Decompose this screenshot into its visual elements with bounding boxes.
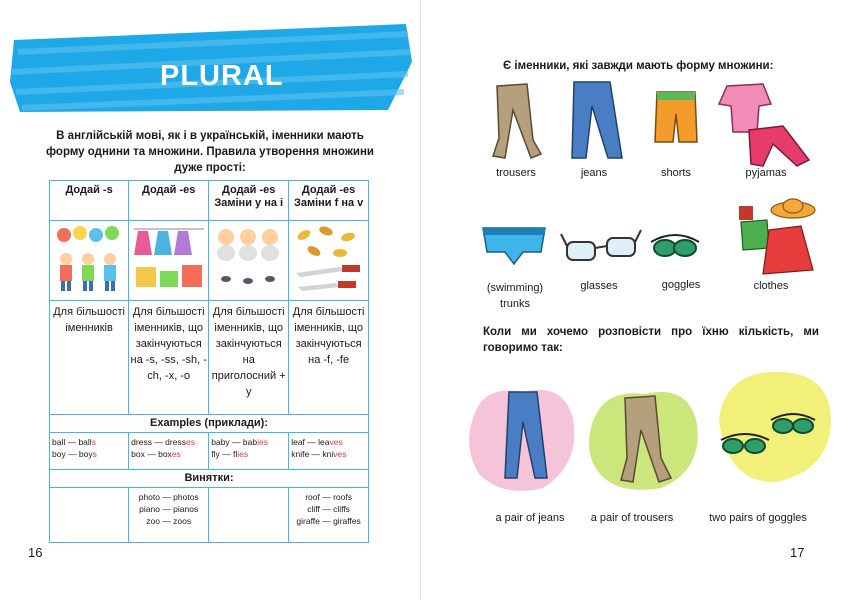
- rule-header-f-ves: Додай -es Заміни f на v: [289, 181, 369, 221]
- balls-boys-illustration: [50, 221, 129, 301]
- two-pairs-of-goggles-illustration: [711, 360, 835, 490]
- label-glasses: glasses: [580, 280, 618, 292]
- label-pair-of-jeans: a pair of jeans: [495, 512, 565, 524]
- goggles-illustration: [649, 228, 701, 262]
- leaves-knives-illustration: [289, 221, 369, 301]
- exceptions-title: Винятки:: [50, 470, 369, 488]
- label-jeans: jeans: [580, 167, 608, 179]
- label-pair-of-trousers: a pair of trousers: [590, 512, 674, 524]
- always-plural-intro: Є іменники, які завжди мають форму множини:: [503, 60, 774, 72]
- label-swimming-trunks: (swimming) trunks: [486, 282, 544, 310]
- exceptions-cell-2: photo — photos piano — pianos zoo — zoos: [129, 488, 209, 543]
- rule-header-y-ies: Додай -es Заміни y на i: [209, 181, 289, 221]
- page-number-right: 17: [790, 545, 805, 560]
- rule-desc-s: Для більшості іменників: [50, 301, 129, 415]
- examples-cell-ies: baby — babies fly — flies: [209, 433, 289, 470]
- label-two-pairs-of-goggles: two pairs of goggles: [709, 512, 807, 524]
- intro-text: В англійській мові, як і в українській, іменники мають форму однини та множини. Правила утворення множини дуже прості:: [46, 130, 374, 174]
- trunks-illustration: [479, 222, 549, 268]
- label-clothes: clothes: [753, 280, 789, 292]
- examples-cell-es: dress — dresses box — boxes: [129, 433, 209, 470]
- examples-cell-ves: leaf — leaves knife — knives: [289, 433, 369, 470]
- glasses-illustration: [559, 228, 643, 268]
- clothes-illustration: [733, 196, 819, 276]
- exceptions-cell-1: [50, 488, 129, 543]
- rule-header-es: Додай -es: [129, 181, 209, 221]
- rule-desc-es: Для більшості іменників, що закінчуються на -s, -ss, -sh, -ch, -x, -o: [129, 301, 209, 415]
- exceptions-cell-4: roof — roofs cliff — cliffs giraffe — giraffes: [289, 488, 369, 543]
- label-trousers: trousers: [496, 167, 536, 179]
- rule-header-s: Додай -s: [50, 181, 129, 221]
- babies-flies-illustration: [209, 221, 289, 301]
- pair-of-jeans-illustration: [463, 378, 581, 498]
- shorts-illustration: [653, 88, 699, 148]
- pyjamas-illustration: [713, 80, 813, 170]
- label-goggles: goggles: [661, 279, 701, 291]
- rule-desc-y-ies: Для більшості іменників, що закінчуються на приголосний + y: [209, 301, 289, 415]
- left-page: [0, 0, 421, 600]
- label-pyjamas: pyjamas: [745, 167, 787, 179]
- exceptions-cell-3: [209, 488, 289, 543]
- right-page: [421, 0, 843, 600]
- examples-cell-s: ball — balls boy — boys: [50, 433, 129, 470]
- page-number-left: 16: [28, 545, 43, 560]
- plural-rules-table: [49, 180, 369, 543]
- dresses-boxes-illustration: [129, 221, 209, 301]
- label-shorts: shorts: [661, 167, 691, 179]
- trousers-illustration: [479, 80, 549, 160]
- quantity-text: Коли ми хочемо розповісти про їхню кількість, ми говоримо так:: [483, 326, 819, 354]
- jeans-illustration: [566, 78, 626, 162]
- pair-of-trousers-illustration: [585, 378, 703, 498]
- rule-desc-f-ves: Для більшості іменників, що закінчуються на -f, -fe: [289, 301, 369, 415]
- examples-title: Examples (приклади):: [50, 415, 369, 433]
- page-title: PLURAL: [160, 60, 284, 92]
